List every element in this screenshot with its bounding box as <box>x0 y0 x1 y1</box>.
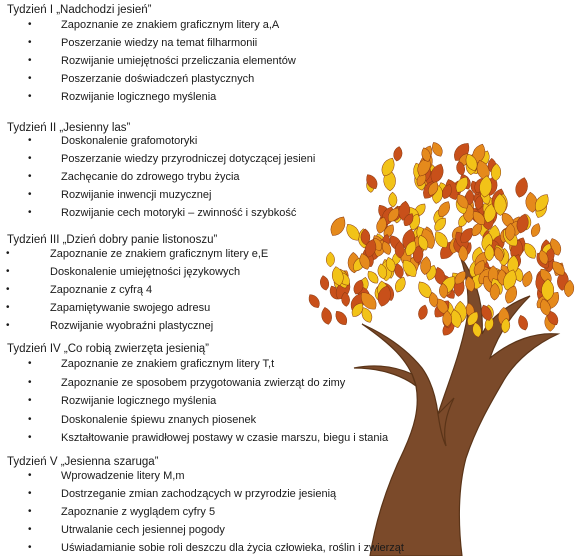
bullet-icon: • <box>28 91 32 102</box>
list-item-text: Zapoznanie ze znakiem graficznym litery a,A <box>61 19 280 31</box>
week-title: Tydzień IV „Co robią zwierzęta jesienią” <box>7 343 209 355</box>
bullet-icon: • <box>28 73 32 84</box>
week-title: Tydzień II „Jesienny las” <box>7 122 131 134</box>
list-item-text: Utrwalanie cech jesiennej pogody <box>61 524 225 536</box>
list-item-text: Rozwijanie umiejętności przeliczania elementów <box>61 55 296 67</box>
leaf <box>393 146 404 162</box>
bullet-icon: • <box>6 266 10 277</box>
list-item-text: Wprowadzenie litery M,m <box>61 470 185 482</box>
bullet-icon: • <box>28 358 32 369</box>
bullet-icon: • <box>28 207 32 218</box>
bullet-icon: • <box>6 284 10 295</box>
tree-leaves <box>306 140 575 338</box>
leaf <box>326 252 334 267</box>
list-item-text: Zapamiętywanie swojego adresu <box>50 302 211 314</box>
list-item-text: Rozwijanie logicznego myślenia <box>61 395 217 407</box>
leaf <box>306 292 322 310</box>
leaf <box>388 192 397 207</box>
leaf <box>521 270 534 288</box>
list-item-text: Rozwijanie cech motoryki – zwinność i szybkość <box>61 207 297 219</box>
leaf <box>529 222 542 238</box>
list-item-text: Dostrzeganie zmian zachodzących w przyrodzie jesienią <box>61 488 337 500</box>
leaf <box>320 306 333 325</box>
list-item-text: Doskonalenie śpiewu znanych piosenek <box>61 414 257 426</box>
list-item-text: Zapoznanie ze sposobem przygotowania zwierząt do zimy <box>61 377 346 389</box>
list-item-text: Poszerzanie doświadczeń plastycznych <box>61 73 255 85</box>
list-item-text: Poszerzanie wiedzy przyrodniczej dotyczącej jesieni <box>61 153 316 165</box>
bullet-icon: • <box>28 395 32 406</box>
list-item-text: Zapoznanie z wyglądem cyfry 5 <box>61 506 216 518</box>
bullet-icon: • <box>6 302 10 313</box>
list-item-text: Doskonalenie umiejętności językowych <box>50 266 241 278</box>
leaf <box>333 309 350 328</box>
list-item-text: Rozwijanie inwencji muzycznej <box>61 189 212 201</box>
bullet-icon: • <box>28 55 32 66</box>
bullet-icon: • <box>28 488 32 499</box>
list-item-text: Kształtowanie prawidłowej postawy w czasie marszu, biegu i stania <box>61 432 389 444</box>
bullet-icon: • <box>28 377 32 388</box>
leaf <box>393 275 408 294</box>
list-item-text: Rozwijanie wyobraźni plastycznej <box>50 320 214 332</box>
week-title: Tydzień I „Nadchodzi jesień” <box>7 4 152 16</box>
leaf <box>516 314 529 331</box>
list-item-text: Zapoznanie ze znakiem graficznym litery e,E <box>50 248 269 260</box>
bullet-icon: • <box>28 19 32 30</box>
bullet-icon: • <box>28 189 32 200</box>
bullet-icon: • <box>28 153 32 164</box>
bullet-icon: • <box>28 135 32 146</box>
bullet-icon: • <box>6 248 10 259</box>
leaf <box>327 214 349 239</box>
list-item-text: Poszerzanie wiedzy na temat filharmonii <box>61 37 258 49</box>
bullet-icon: • <box>28 542 32 553</box>
bullet-icon: • <box>28 524 32 535</box>
week-title: Tydzień III „Dzień dobry panie listonoszu” <box>7 234 218 246</box>
bullet-icon: • <box>28 171 32 182</box>
bullet-icon: • <box>28 37 32 48</box>
list-item-text: Zachęcanie do zdrowego trybu życia <box>61 171 240 183</box>
bullet-icon: • <box>6 320 10 331</box>
bullet-icon: • <box>28 432 32 443</box>
bullet-icon: • <box>28 506 32 517</box>
bullet-icon: • <box>28 470 32 481</box>
list-item-text: Doskonalenie grafomotoryki <box>61 135 198 147</box>
leaf <box>319 275 330 291</box>
list-item-text: Zapoznanie z cyfrą 4 <box>50 284 153 296</box>
list-item-text: Rozwijanie logicznego myślenia <box>61 91 217 103</box>
bullet-icon: • <box>28 414 32 425</box>
list-item-text: Zapoznanie ze znakiem graficznym litery T,t <box>61 358 275 370</box>
week-title: Tydzień V „Jesienna szaruga” <box>7 456 159 468</box>
list-item-text: Uświadamianie sobie roli deszczu dla życia człowieka, roślin i zwierząt <box>61 542 404 554</box>
leaf <box>417 304 429 321</box>
